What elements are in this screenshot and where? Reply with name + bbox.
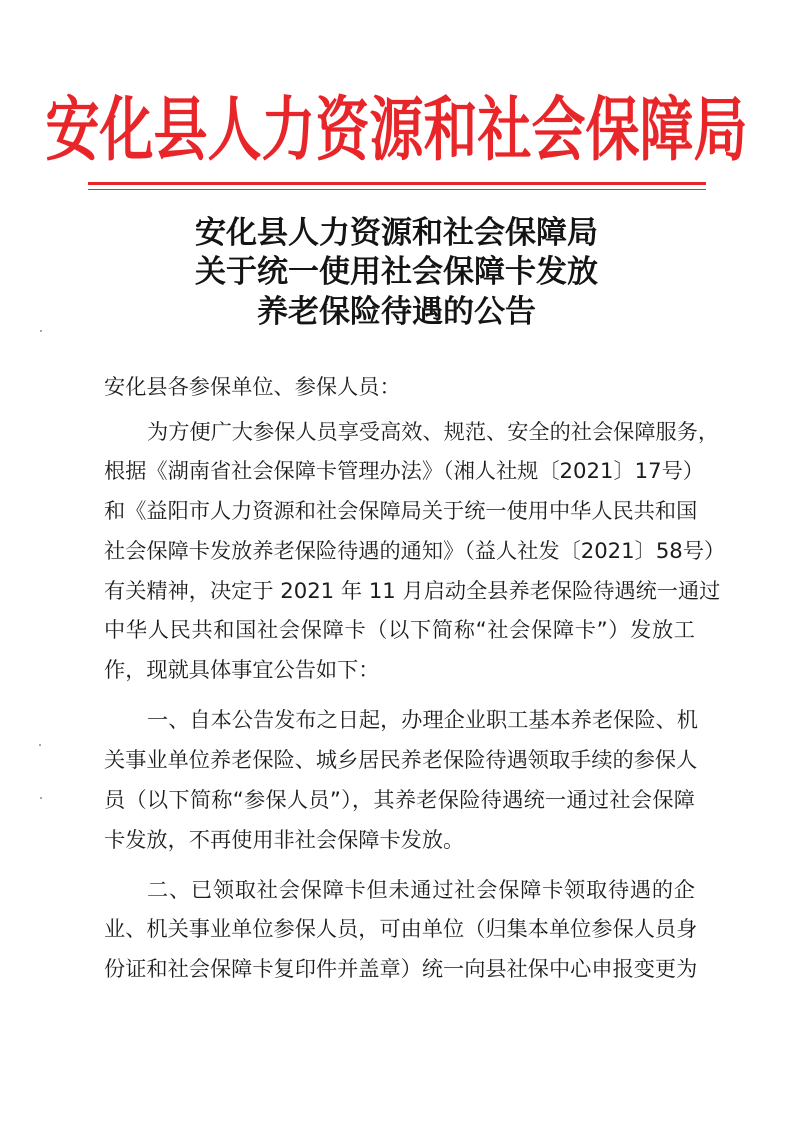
intro-line-1: 为方便广大参保人员享受高效、规范、安全的社会保障服务， [147,419,720,444]
scan-speck [40,797,42,799]
intro-line-4: 社会保障卡发放养老保险待遇的通知》（益人社发〔2021〕58号） [104,538,726,563]
item2-line-2: 业、机关事业单位参保人员，可由单位（归集本单位参保人员身 [104,916,698,941]
intro-line-7: 作，现就具体事宜公告如下： [104,657,380,682]
intro-line-3: 和《益阳市人力资源和社会保障局关于统一使用中华人民共和国 [104,498,698,523]
intro-line-5: 有关精神，决定于 2021 年 11 月启动全县养老保险待遇统一通过 [104,578,721,603]
salutation: 安化县各参保单位、参保人员： [104,374,401,399]
letterhead-rule-thick [88,182,706,185]
item2-line-1: 二、已领取社会保障卡但未通过社会保障卡领取待遇的企 [147,877,695,902]
item2-line-3: 份证和社会保障卡复印件并盖章）统一向县社保中心申报变更为 [104,956,698,981]
item1-line-2: 关事业单位养老保险、城乡居民养老保险待遇领取手续的参保人 [104,747,698,772]
letterhead-rule-thin [88,189,706,190]
scan-speck [39,744,41,746]
notice-title-line-2: 关于统一使用社会保障卡发放 [195,254,598,290]
letterhead-org-name: 安化县人力资源和社会保障局 [45,88,748,171]
notice-title-line-3: 养老保险待遇的公告 [257,294,536,330]
intro-line-2: 根据《湖南省社会保障卡管理办法》（湘人社规〔2021〕17号） [104,458,704,483]
item1-line-1: 一、自本公告发布之日起，办理企业职工基本养老保险、机 [147,707,698,732]
notice-title-line-1: 安化县人力资源和社会保障局 [195,215,598,251]
item1-line-3: 员（以下简称“参保人员”），其养老保险待遇统一通过社会保障 [104,787,695,812]
scan-speck [40,330,42,332]
item1-line-4: 卡发放，不再使用非社会保障卡发放。 [104,827,465,852]
intro-line-6: 中华人民共和国社会保障卡（以下简称“社会保障卡”）发放工 [104,617,695,642]
